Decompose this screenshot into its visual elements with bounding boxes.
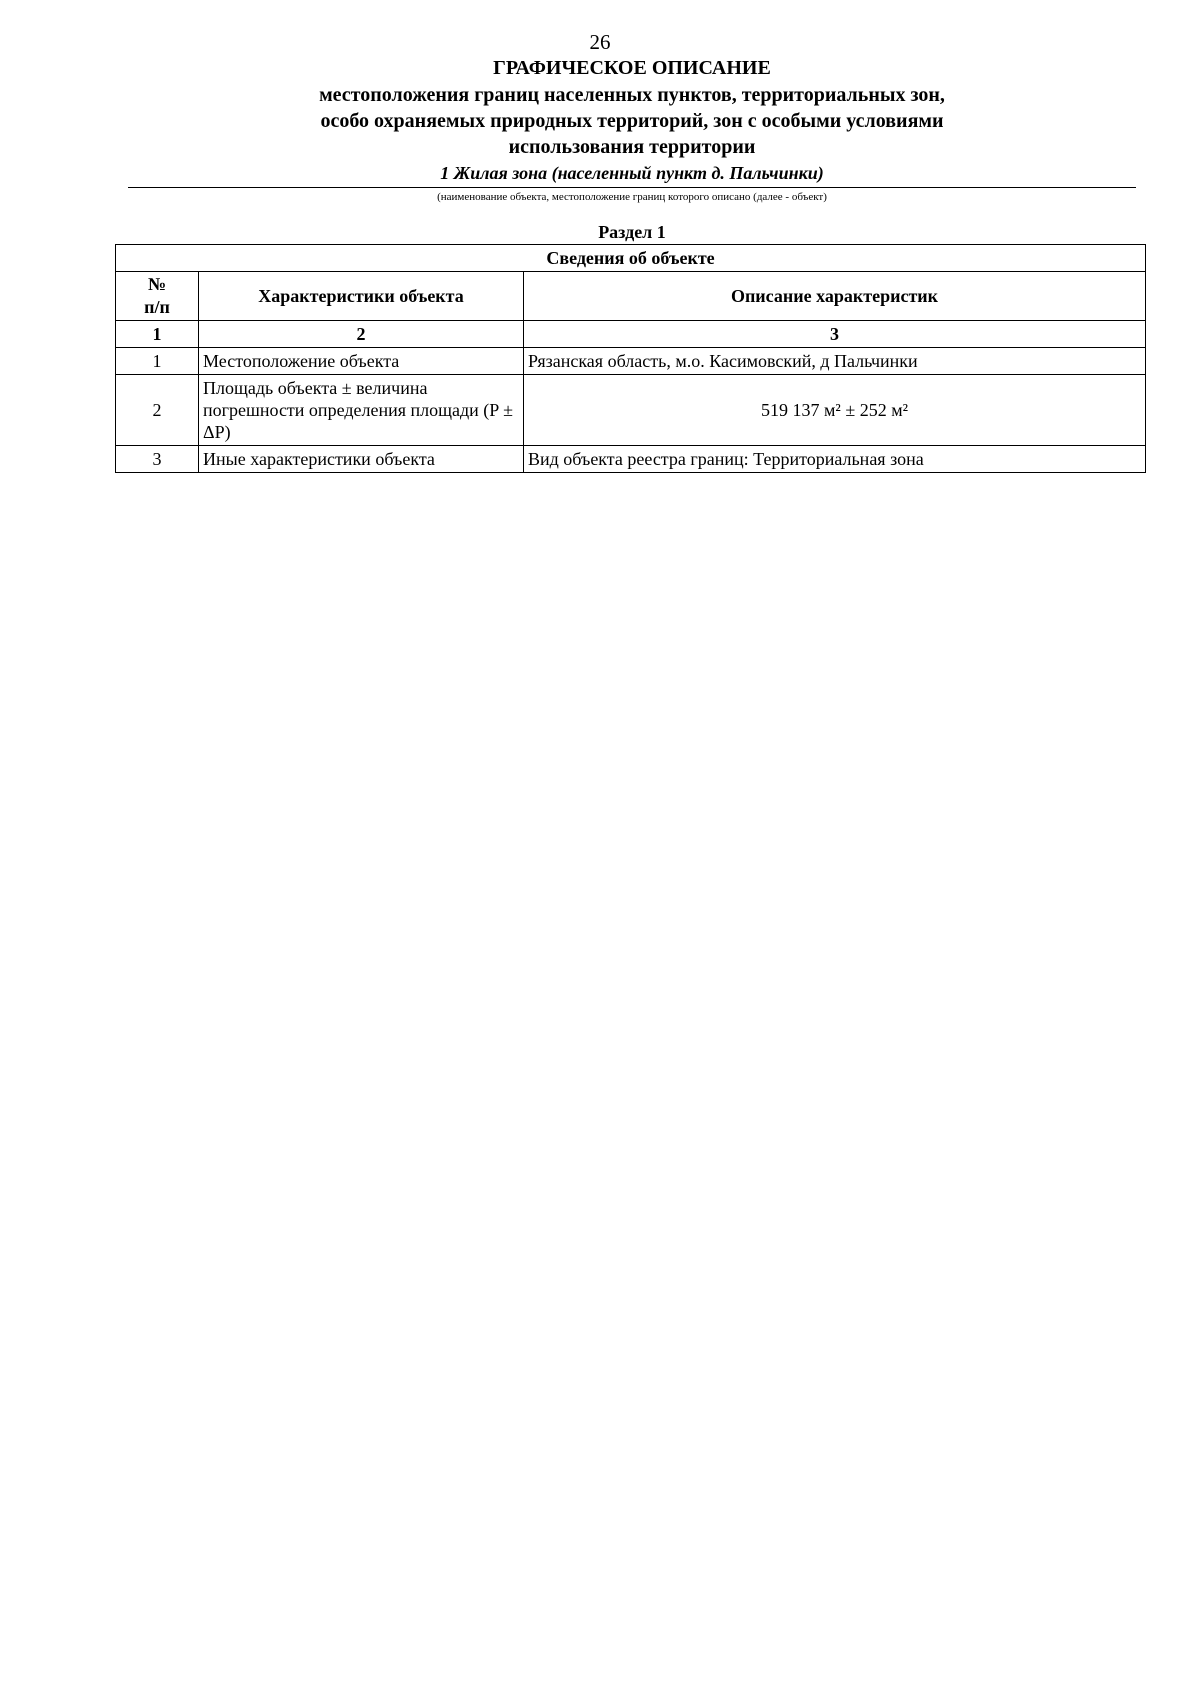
page-number: 26 (589, 30, 611, 54)
object-info-table (115, 244, 1146, 473)
column-index: 2 (199, 321, 524, 348)
object-name: 1 Жилая зона (населенный пункт д. Пальчинки) (440, 163, 824, 183)
table-row (116, 375, 1146, 446)
row-characteristic: Местоположение объекта (199, 348, 524, 375)
table-column-index-row (116, 321, 1146, 348)
column-index: 1 (116, 321, 199, 348)
row-number: 3 (116, 446, 199, 473)
row-description: Вид объекта реестра границ: Территориальная зона (524, 446, 1146, 473)
table-header-row (116, 272, 1146, 321)
row-number: 1 (116, 348, 199, 375)
row-characteristic: Площадь объекта ± величина погрешности определения площади (P ± ΔP) (199, 375, 524, 446)
header-characteristic: Характеристики объекта (199, 272, 524, 321)
row-characteristic: Иные характеристики объекта (199, 446, 524, 473)
header-number (116, 272, 199, 321)
header-number-line2: п/п (144, 297, 170, 317)
document-title: ГРАФИЧЕСКОЕ ОПИСАНИЕ (493, 57, 771, 79)
column-index: 3 (524, 321, 1146, 348)
section-title: Раздел 1 (598, 222, 666, 242)
row-description: 519 137 м² ± 252 м² (524, 375, 1146, 446)
row-number: 2 (116, 375, 199, 446)
header-description: Описание характеристик (524, 272, 1146, 321)
row-description: Рязанская область, м.о. Касимовский, д Пальчинки (524, 348, 1146, 375)
object-caption: (наименование объекта, местоположение границ которого описано (далее - объект) (437, 191, 827, 203)
table-row (116, 348, 1146, 375)
table-caption-row (116, 245, 1146, 272)
table-caption: Сведения об объекте (116, 245, 1146, 272)
table-row (116, 446, 1146, 473)
object-name-underline (128, 187, 1136, 188)
document-subtitle: местоположения границ населенных пунктов, территориальных зон, особо охраняемых природных территорий, зон с особыми условиями использования территории (319, 84, 945, 158)
header-number-line1: № (147, 274, 167, 294)
